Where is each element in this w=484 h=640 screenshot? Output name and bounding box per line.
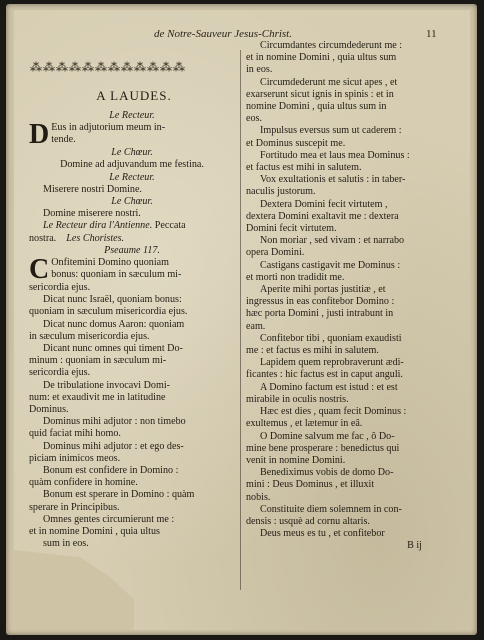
- section-title: A LAUDES.: [96, 88, 172, 103]
- right-line: naculis justorum.: [246, 186, 316, 198]
- right-line: Confitebor tibi , quoniam exaudisti: [260, 332, 402, 344]
- versicle-1-line-2: tende.: [51, 134, 76, 146]
- right-line: Deus meus es tu , et confitebor: [260, 528, 385, 540]
- body-line: Bonum est sperare in Domino : quàm: [43, 489, 195, 501]
- right-line: hæc porta Domini , justi intrabunt in: [246, 308, 394, 320]
- right-line: Constituite diem solemnem in con-: [260, 503, 402, 515]
- right-line: exarserunt sicut ignis in spinis : et in: [246, 88, 394, 100]
- versicle-1-line-1: Eus in adjutorium meum in-: [51, 122, 166, 134]
- right-line: exultemus , et lætemur in eâ.: [246, 418, 363, 430]
- versicle-2: Miserere nostri Domine.: [43, 183, 142, 195]
- rubric-recteur-1: Le Recteur.: [109, 110, 155, 121]
- psalm-opening: [29, 254, 235, 286]
- right-line: A Domino factum est istud : et est: [260, 381, 398, 393]
- body-line: Dicat nunc domus Aaron: quoniam: [43, 318, 185, 330]
- right-line: densis : usquè ad cornu altaris.: [246, 515, 370, 527]
- right-line: et factus est mihi in salutem.: [246, 162, 362, 174]
- rubric-choristes: Les Choristes.: [66, 232, 125, 244]
- right-line: Non moriar , sed vivam : et narrabo: [260, 235, 405, 247]
- right-line: nomine Domini , quia ultus sum in: [246, 101, 387, 113]
- body-line: Dicat nunc Israël, quoniam bonus:: [43, 294, 182, 306]
- body-line: et in nomine Domini , quia ultus: [29, 526, 160, 538]
- body-line: bonus: quoniam in sæculum mi-: [51, 269, 182, 281]
- right-line: eam.: [246, 320, 266, 332]
- rubric-choeur-1: Le Chœur.: [111, 147, 153, 159]
- signature-mark: B ij: [407, 540, 422, 552]
- drop-cap-c: C: [29, 254, 50, 286]
- body-line: Dominus.: [29, 404, 69, 416]
- right-line: Lapidem quem reprobraverunt ædi-: [260, 357, 404, 369]
- right-line: Hæc est dies , quam fecit Dominus :: [260, 406, 407, 418]
- right-line: et morti non tradidit me.: [246, 271, 345, 283]
- right-line: me : et factus es mihi in salutem.: [246, 345, 379, 357]
- body-line: Omnes gentes circumierunt me :: [43, 513, 175, 525]
- response-2: Domine miserere nostri.: [43, 208, 141, 220]
- body-line: De tribulatione invocavi Domi-: [43, 379, 170, 391]
- right-line: opera Domini.: [246, 247, 305, 259]
- antienne-end: nostra.: [29, 232, 57, 244]
- right-line: Vox exultationis et salutis : in taber-: [260, 174, 406, 186]
- versicle-1: [29, 119, 235, 151]
- body-line: quid faciat mihi homo.: [29, 428, 121, 440]
- body-line: Onfitemini Domino quoniam: [51, 257, 169, 269]
- rubric-antienne: [29, 220, 235, 232]
- body-line: quàm confidere in homine.: [29, 477, 138, 489]
- right-line: Circumdantes circumdederunt me :: [260, 40, 403, 51]
- body-line: Dicant nunc omnes qui timent Do-: [43, 343, 183, 355]
- right-line: nobis.: [246, 491, 271, 503]
- rubric-recteur-2: Le Recteur.: [109, 171, 155, 183]
- body-line: sum in eos.: [43, 538, 89, 550]
- body-line: num: et exaudivit me in latitudine: [29, 391, 166, 403]
- body-line: piciam inimicos meos.: [29, 452, 121, 464]
- right-line: Castigans castigavit me Dominus :: [260, 259, 401, 271]
- right-line: Benediximus vobis de domo Do-: [260, 467, 394, 479]
- right-line: Domini fecit virtutem.: [246, 223, 337, 235]
- body-line: sperare in Principibus.: [29, 501, 120, 513]
- body-line: Dominus mihi adjutor : et ego des-: [43, 440, 184, 452]
- right-line: Circumdederunt me sicut apes , et: [260, 76, 398, 88]
- rubric-antienne-italic: Le Recteur dira l'Antienne.: [43, 220, 153, 232]
- right-line: O Domine salvum me fac , ô Do-: [260, 430, 395, 442]
- right-line: in eos.: [246, 64, 273, 76]
- response-1: Domine ad adjuvandum me festina.: [60, 159, 204, 171]
- rubric-choeur-2: Le Chœur.: [111, 196, 153, 208]
- right-line: ficantes : hic factus est in caput anguli.: [246, 369, 403, 381]
- body-line: in sæculum misericordia ejus.: [29, 330, 150, 342]
- column-rule: [240, 50, 241, 590]
- right-line: Dextera Domini fecit virtutem ,: [260, 198, 388, 210]
- right-line: et Dominus suscepit me.: [246, 137, 346, 149]
- body-line: minum : quoniam in sæculum mi-: [29, 355, 167, 367]
- right-line: dextera Domini exaltavit me : dextera: [246, 210, 399, 222]
- body-line: sericordia ejus.: [29, 282, 91, 294]
- right-column: [246, 40, 452, 553]
- book-page: [14, 10, 470, 630]
- torn-corner: [14, 550, 134, 630]
- body-line: Dominus mihi adjutor : non timebo: [43, 416, 186, 428]
- right-line: mine bene prosperare : benedictus qui: [246, 442, 400, 454]
- drop-cap-d: D: [29, 119, 50, 151]
- right-line: Impulsus eversus sum ut caderem :: [260, 125, 402, 137]
- body-line: quoniam in sæculum misericordia ejus.: [29, 306, 188, 318]
- page-number: 11: [426, 28, 437, 40]
- right-line: Aperite mihi portas justitiæ , et: [260, 284, 386, 296]
- antienne-line-2: [29, 233, 235, 245]
- right-line: mirabile in oculis nostris.: [246, 393, 349, 405]
- right-line: venit in nomine Domini.: [246, 454, 346, 466]
- psalm-heading: Pseaume 117.: [104, 244, 160, 256]
- right-line: ingressus in eas confitebor Domino :: [246, 296, 395, 308]
- left-column: [29, 110, 235, 551]
- running-title: de Notre-Sauveur Jesus-Christ.: [154, 28, 292, 40]
- right-line: Fortitudo mea et laus mea Dominus :: [260, 149, 410, 161]
- body-line: Bonum est confidere in Domino :: [43, 465, 179, 477]
- right-line: et in nomine Domini , quia ultus sum: [246, 52, 397, 64]
- right-line: eos.: [246, 113, 262, 125]
- body-line: sericordia ejus.: [29, 367, 91, 379]
- ornament-band: ⁂⁂⁂⁂⁂⁂⁂⁂⁂⁂⁂⁂: [30, 60, 186, 74]
- antienne-incipit: Peccata: [154, 220, 186, 232]
- right-line: mini : Deus Dominus , et illuxit: [246, 479, 375, 491]
